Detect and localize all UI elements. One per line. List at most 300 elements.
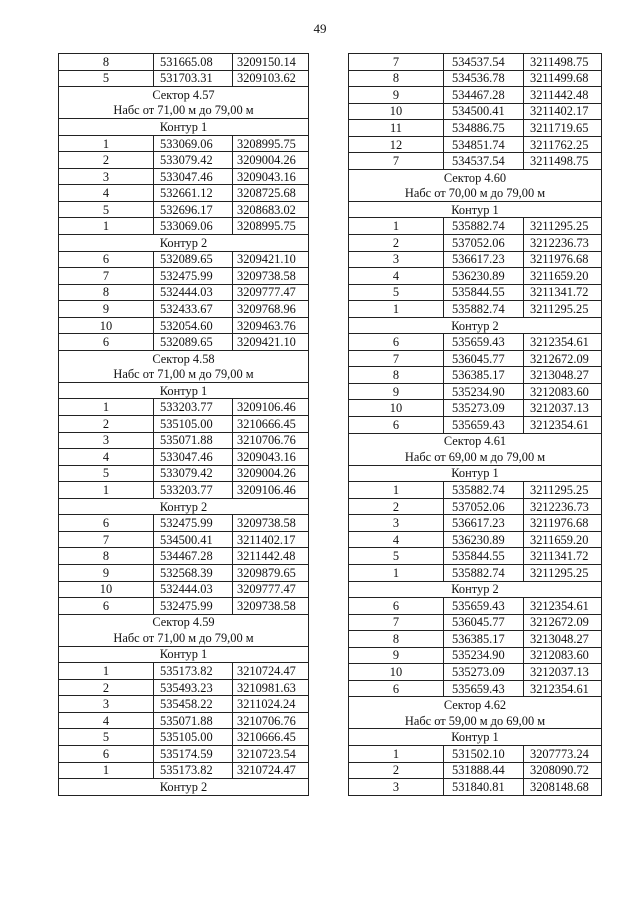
contour-heading-row xyxy=(349,465,602,482)
y-coordinate-cell: 3209004.26 xyxy=(233,465,309,482)
point-number-cell: 9 xyxy=(59,564,154,581)
y-coordinate-cell: 3211295.25 xyxy=(524,564,602,581)
range-heading-row xyxy=(59,103,309,119)
coordinate-row xyxy=(349,400,602,417)
x-coordinate-cell: 531703.31 xyxy=(154,70,233,87)
coordinate-row xyxy=(59,663,309,680)
x-coordinate-cell: 535882.74 xyxy=(444,564,524,581)
x-coordinate-cell: 535844.55 xyxy=(444,284,524,301)
point-number-cell: 7 xyxy=(349,350,444,367)
point-number-cell: 6 xyxy=(59,598,154,615)
coordinate-row xyxy=(349,54,602,71)
y-coordinate-cell: 3209150.14 xyxy=(233,54,309,71)
coordinate-row xyxy=(349,548,602,565)
range-heading-row xyxy=(349,449,602,465)
coordinate-row xyxy=(349,367,602,384)
coordinate-row xyxy=(59,432,309,449)
coordinate-row xyxy=(59,70,309,87)
coordinate-row xyxy=(349,251,602,268)
coordinate-row xyxy=(59,218,309,235)
y-coordinate-cell: 3212354.61 xyxy=(524,417,602,434)
y-coordinate-cell: 3209738.58 xyxy=(233,268,309,285)
coordinate-row xyxy=(349,515,602,532)
x-coordinate-cell: 535659.43 xyxy=(444,417,524,434)
x-coordinate-cell: 532444.03 xyxy=(154,581,233,598)
y-coordinate-cell: 3209777.47 xyxy=(233,581,309,598)
point-number-cell: 12 xyxy=(349,136,444,153)
y-coordinate-cell: 3211402.17 xyxy=(233,531,309,548)
point-number-cell: 8 xyxy=(349,70,444,87)
coordinate-row xyxy=(59,531,309,548)
sector-heading: Сектор 4.58 xyxy=(59,350,309,366)
left-coordinates-column xyxy=(58,53,309,796)
y-coordinate-cell: 3212672.09 xyxy=(524,350,602,367)
left-coordinates-table xyxy=(58,53,309,796)
y-coordinate-cell: 3209738.58 xyxy=(233,515,309,532)
x-coordinate-cell: 533203.77 xyxy=(154,482,233,499)
coordinate-row xyxy=(349,762,602,779)
y-coordinate-cell: 3213048.27 xyxy=(524,367,602,384)
y-coordinate-cell: 3209103.62 xyxy=(233,70,309,87)
point-number-cell: 11 xyxy=(349,120,444,137)
range-heading: Набс от 69,00 м до 79,00 м xyxy=(349,449,602,465)
range-heading: Набс от 70,00 м до 79,00 м xyxy=(349,185,602,201)
range-heading: Набс от 71,00 м до 79,00 м xyxy=(59,366,309,382)
x-coordinate-cell: 534467.28 xyxy=(444,87,524,104)
y-coordinate-cell: 3211498.75 xyxy=(524,153,602,170)
y-coordinate-cell: 3211659.20 xyxy=(524,531,602,548)
coordinate-row xyxy=(59,696,309,713)
x-coordinate-cell: 536045.77 xyxy=(444,614,524,631)
contour-heading-row xyxy=(349,729,602,746)
point-number-cell: 3 xyxy=(349,779,444,796)
x-coordinate-cell: 535493.23 xyxy=(154,679,233,696)
x-coordinate-cell: 533079.42 xyxy=(154,465,233,482)
point-number-cell: 1 xyxy=(59,663,154,680)
range-heading: Набс от 59,00 м до 69,00 м xyxy=(349,713,602,729)
contour-heading-row xyxy=(59,119,309,136)
y-coordinate-cell: 3212354.61 xyxy=(524,598,602,615)
coordinate-row xyxy=(59,251,309,268)
coordinate-row xyxy=(59,334,309,351)
right-coordinates-column xyxy=(348,53,602,796)
y-coordinate-cell: 3211498.75 xyxy=(524,54,602,71)
coordinate-row xyxy=(59,284,309,301)
y-coordinate-cell: 3211341.72 xyxy=(524,284,602,301)
x-coordinate-cell: 535882.74 xyxy=(444,301,524,318)
coordinate-row xyxy=(349,103,602,120)
y-coordinate-cell: 3212037.13 xyxy=(524,400,602,417)
range-heading: Набс от 71,00 м до 79,00 м xyxy=(59,103,309,119)
x-coordinate-cell: 536617.23 xyxy=(444,251,524,268)
y-coordinate-cell: 3210666.45 xyxy=(233,416,309,433)
x-coordinate-cell: 531840.81 xyxy=(444,779,524,796)
point-number-cell: 6 xyxy=(59,515,154,532)
y-coordinate-cell: 3207773.24 xyxy=(524,745,602,762)
x-coordinate-cell: 535105.00 xyxy=(154,729,233,746)
point-number-cell: 1 xyxy=(349,218,444,235)
contour-heading-row xyxy=(349,581,602,598)
x-coordinate-cell: 532089.65 xyxy=(154,251,233,268)
x-coordinate-cell: 534500.41 xyxy=(444,103,524,120)
point-number-cell: 6 xyxy=(349,680,444,697)
point-number-cell: 6 xyxy=(349,334,444,351)
x-coordinate-cell: 537052.06 xyxy=(444,235,524,252)
point-number-cell: 8 xyxy=(59,284,154,301)
sector-heading: Сектор 4.59 xyxy=(59,614,309,630)
x-coordinate-cell: 532696.17 xyxy=(154,201,233,218)
coordinate-row xyxy=(349,153,602,170)
coordinate-row xyxy=(349,350,602,367)
point-number-cell: 1 xyxy=(59,762,154,779)
coordinate-row xyxy=(349,564,602,581)
point-number-cell: 6 xyxy=(349,417,444,434)
point-number-cell: 6 xyxy=(59,251,154,268)
y-coordinate-cell: 3209738.58 xyxy=(233,598,309,615)
y-coordinate-cell: 3211659.20 xyxy=(524,268,602,285)
coordinate-row xyxy=(349,284,602,301)
y-coordinate-cell: 3211295.25 xyxy=(524,482,602,499)
y-coordinate-cell: 3209004.26 xyxy=(233,152,309,169)
coordinate-row xyxy=(349,779,602,796)
point-number-cell: 4 xyxy=(349,268,444,285)
point-number-cell: 2 xyxy=(349,498,444,515)
x-coordinate-cell: 536230.89 xyxy=(444,531,524,548)
y-coordinate-cell: 3208148.68 xyxy=(524,779,602,796)
contour-heading: Контур 2 xyxy=(59,779,309,796)
y-coordinate-cell: 3209463.76 xyxy=(233,317,309,334)
x-coordinate-cell: 532568.39 xyxy=(154,564,233,581)
contour-heading-row xyxy=(59,235,309,252)
coordinate-row xyxy=(59,581,309,598)
contour-heading: Контур 1 xyxy=(349,201,602,218)
range-heading-row xyxy=(59,630,309,646)
coordinate-row xyxy=(59,54,309,71)
y-coordinate-cell: 3208995.75 xyxy=(233,135,309,152)
y-coordinate-cell: 3211499.68 xyxy=(524,70,602,87)
x-coordinate-cell: 536385.17 xyxy=(444,631,524,648)
x-coordinate-cell: 534467.28 xyxy=(154,548,233,565)
point-number-cell: 3 xyxy=(349,251,444,268)
coordinate-row xyxy=(59,268,309,285)
coordinate-row xyxy=(349,680,602,697)
y-coordinate-cell: 3209879.65 xyxy=(233,564,309,581)
x-coordinate-cell: 536617.23 xyxy=(444,515,524,532)
contour-heading: Контур 2 xyxy=(59,498,309,515)
x-coordinate-cell: 532475.99 xyxy=(154,598,233,615)
x-coordinate-cell: 533069.06 xyxy=(154,135,233,152)
contour-heading: Контур 2 xyxy=(59,235,309,252)
point-number-cell: 9 xyxy=(59,301,154,318)
coordinate-row xyxy=(59,449,309,466)
point-number-cell: 2 xyxy=(59,416,154,433)
x-coordinate-cell: 533047.46 xyxy=(154,449,233,466)
point-number-cell: 9 xyxy=(349,87,444,104)
coordinate-row xyxy=(59,201,309,218)
coordinate-row xyxy=(59,317,309,334)
coordinate-row xyxy=(349,235,602,252)
coordinate-row xyxy=(59,152,309,169)
coordinate-row xyxy=(349,417,602,434)
range-heading-row xyxy=(349,185,602,201)
coordinate-row xyxy=(349,631,602,648)
coordinate-row xyxy=(59,515,309,532)
coordinate-row xyxy=(349,120,602,137)
point-number-cell: 3 xyxy=(59,432,154,449)
x-coordinate-cell: 535458.22 xyxy=(154,696,233,713)
coordinate-row xyxy=(349,383,602,400)
y-coordinate-cell: 3213048.27 xyxy=(524,631,602,648)
x-coordinate-cell: 535659.43 xyxy=(444,598,524,615)
y-coordinate-cell: 3209106.46 xyxy=(233,399,309,416)
point-number-cell: 5 xyxy=(59,70,154,87)
y-coordinate-cell: 3212083.60 xyxy=(524,383,602,400)
point-number-cell: 4 xyxy=(59,712,154,729)
coordinate-row xyxy=(349,745,602,762)
sector-heading: Сектор 4.61 xyxy=(349,433,602,449)
point-number-cell: 6 xyxy=(59,745,154,762)
x-coordinate-cell: 535071.88 xyxy=(154,712,233,729)
x-coordinate-cell: 532661.12 xyxy=(154,185,233,202)
y-coordinate-cell: 3210723.54 xyxy=(233,745,309,762)
point-number-cell: 3 xyxy=(59,696,154,713)
x-coordinate-cell: 531665.08 xyxy=(154,54,233,71)
point-number-cell: 1 xyxy=(349,745,444,762)
coordinate-row xyxy=(349,268,602,285)
point-number-cell: 2 xyxy=(349,762,444,779)
point-number-cell: 7 xyxy=(349,54,444,71)
coordinate-row xyxy=(59,135,309,152)
y-coordinate-cell: 3210666.45 xyxy=(233,729,309,746)
contour-heading: Контур 1 xyxy=(349,465,602,482)
x-coordinate-cell: 534500.41 xyxy=(154,531,233,548)
x-coordinate-cell: 533047.46 xyxy=(154,168,233,185)
coordinate-row xyxy=(349,498,602,515)
point-number-cell: 9 xyxy=(349,383,444,400)
coordinate-row xyxy=(59,482,309,499)
coordinate-row xyxy=(59,762,309,779)
point-number-cell: 5 xyxy=(349,284,444,301)
y-coordinate-cell: 3210724.47 xyxy=(233,663,309,680)
coordinate-row xyxy=(59,745,309,762)
point-number-cell: 5 xyxy=(59,729,154,746)
coordinate-row xyxy=(59,185,309,202)
x-coordinate-cell: 532475.99 xyxy=(154,268,233,285)
x-coordinate-cell: 535882.74 xyxy=(444,482,524,499)
point-number-cell: 3 xyxy=(349,515,444,532)
contour-heading: Контур 2 xyxy=(349,581,602,598)
right-coordinates-table xyxy=(348,53,602,796)
sector-heading-row xyxy=(349,697,602,713)
y-coordinate-cell: 3210706.76 xyxy=(233,432,309,449)
point-number-cell: 8 xyxy=(349,631,444,648)
x-coordinate-cell: 536385.17 xyxy=(444,367,524,384)
y-coordinate-cell: 3208683.02 xyxy=(233,201,309,218)
point-number-cell: 1 xyxy=(59,135,154,152)
coordinate-row xyxy=(59,548,309,565)
x-coordinate-cell: 535234.90 xyxy=(444,647,524,664)
x-coordinate-cell: 535173.82 xyxy=(154,663,233,680)
point-number-cell: 10 xyxy=(59,581,154,598)
coordinate-row xyxy=(349,614,602,631)
sector-heading-row xyxy=(349,169,602,185)
y-coordinate-cell: 3211442.48 xyxy=(524,87,602,104)
point-number-cell: 2 xyxy=(349,235,444,252)
x-coordinate-cell: 537052.06 xyxy=(444,498,524,515)
y-coordinate-cell: 3209106.46 xyxy=(233,482,309,499)
y-coordinate-cell: 3209777.47 xyxy=(233,284,309,301)
x-coordinate-cell: 532444.03 xyxy=(154,284,233,301)
point-number-cell: 7 xyxy=(59,531,154,548)
sector-heading: Сектор 4.57 xyxy=(59,87,309,103)
x-coordinate-cell: 535273.09 xyxy=(444,400,524,417)
point-number-cell: 10 xyxy=(349,103,444,120)
y-coordinate-cell: 3211402.17 xyxy=(524,103,602,120)
coordinate-row xyxy=(349,70,602,87)
point-number-cell: 10 xyxy=(349,664,444,681)
point-number-cell: 10 xyxy=(349,400,444,417)
coordinate-row xyxy=(349,482,602,499)
coordinate-row xyxy=(59,301,309,318)
range-heading-row xyxy=(349,713,602,729)
y-coordinate-cell: 3211295.25 xyxy=(524,301,602,318)
y-coordinate-cell: 3212083.60 xyxy=(524,647,602,664)
y-coordinate-cell: 3209421.10 xyxy=(233,334,309,351)
x-coordinate-cell: 535659.43 xyxy=(444,680,524,697)
contour-heading: Контур 1 xyxy=(349,729,602,746)
x-coordinate-cell: 535174.59 xyxy=(154,745,233,762)
point-number-cell: 3 xyxy=(59,168,154,185)
sector-heading-row xyxy=(59,614,309,630)
contour-heading-row xyxy=(349,317,602,334)
y-coordinate-cell: 3208725.68 xyxy=(233,185,309,202)
y-coordinate-cell: 3209768.96 xyxy=(233,301,309,318)
point-number-cell: 5 xyxy=(59,465,154,482)
coordinate-row xyxy=(349,136,602,153)
y-coordinate-cell: 3209043.16 xyxy=(233,168,309,185)
x-coordinate-cell: 534536.78 xyxy=(444,70,524,87)
coordinate-row xyxy=(59,679,309,696)
coordinate-row xyxy=(349,334,602,351)
x-coordinate-cell: 535844.55 xyxy=(444,548,524,565)
y-coordinate-cell: 3211762.25 xyxy=(524,136,602,153)
y-coordinate-cell: 3211295.25 xyxy=(524,218,602,235)
x-coordinate-cell: 534537.54 xyxy=(444,54,524,71)
sector-heading: Сектор 4.62 xyxy=(349,697,602,713)
y-coordinate-cell: 3212236.73 xyxy=(524,498,602,515)
x-coordinate-cell: 532089.65 xyxy=(154,334,233,351)
point-number-cell: 4 xyxy=(59,185,154,202)
contour-heading: Контур 2 xyxy=(349,317,602,334)
point-number-cell: 7 xyxy=(349,153,444,170)
point-number-cell: 6 xyxy=(349,598,444,615)
point-number-cell: 10 xyxy=(59,317,154,334)
contour-heading: Контур 1 xyxy=(59,646,309,663)
point-number-cell: 8 xyxy=(59,54,154,71)
coordinate-row xyxy=(59,168,309,185)
coordinate-row xyxy=(349,531,602,548)
coordinate-row xyxy=(59,712,309,729)
point-number-cell: 5 xyxy=(349,548,444,565)
point-number-cell: 1 xyxy=(349,301,444,318)
contour-heading-row xyxy=(59,498,309,515)
contour-heading-row xyxy=(59,779,309,796)
y-coordinate-cell: 3208090.72 xyxy=(524,762,602,779)
x-coordinate-cell: 533069.06 xyxy=(154,218,233,235)
x-coordinate-cell: 532433.67 xyxy=(154,301,233,318)
point-number-cell: 8 xyxy=(349,367,444,384)
x-coordinate-cell: 533203.77 xyxy=(154,399,233,416)
coordinate-row xyxy=(349,301,602,318)
page-number: 49 xyxy=(313,21,327,36)
coordinate-row xyxy=(59,465,309,482)
x-coordinate-cell: 535882.74 xyxy=(444,218,524,235)
contour-heading: Контур 1 xyxy=(59,119,309,136)
point-number-cell: 1 xyxy=(59,399,154,416)
point-number-cell: 1 xyxy=(349,482,444,499)
point-number-cell: 9 xyxy=(349,647,444,664)
sector-heading-row xyxy=(59,350,309,366)
coordinate-row xyxy=(349,647,602,664)
contour-heading: Контур 1 xyxy=(59,382,309,399)
point-number-cell: 1 xyxy=(59,218,154,235)
x-coordinate-cell: 535659.43 xyxy=(444,334,524,351)
y-coordinate-cell: 3212037.13 xyxy=(524,664,602,681)
point-number-cell: 2 xyxy=(59,679,154,696)
y-coordinate-cell: 3208995.75 xyxy=(233,218,309,235)
x-coordinate-cell: 536230.89 xyxy=(444,268,524,285)
x-coordinate-cell: 535105.00 xyxy=(154,416,233,433)
x-coordinate-cell: 535234.90 xyxy=(444,383,524,400)
coordinate-row xyxy=(59,598,309,615)
y-coordinate-cell: 3212236.73 xyxy=(524,235,602,252)
y-coordinate-cell: 3211024.24 xyxy=(233,696,309,713)
x-coordinate-cell: 534886.75 xyxy=(444,120,524,137)
coordinate-row xyxy=(59,416,309,433)
coordinate-row xyxy=(349,87,602,104)
point-number-cell: 7 xyxy=(349,614,444,631)
point-number-cell: 6 xyxy=(59,334,154,351)
y-coordinate-cell: 3211719.65 xyxy=(524,120,602,137)
y-coordinate-cell: 3212354.61 xyxy=(524,680,602,697)
x-coordinate-cell: 534537.54 xyxy=(444,153,524,170)
y-coordinate-cell: 3211976.68 xyxy=(524,515,602,532)
contour-heading-row xyxy=(59,382,309,399)
point-number-cell: 8 xyxy=(59,548,154,565)
x-coordinate-cell: 535273.09 xyxy=(444,664,524,681)
x-coordinate-cell: 536045.77 xyxy=(444,350,524,367)
point-number-cell: 4 xyxy=(349,531,444,548)
point-number-cell: 4 xyxy=(59,449,154,466)
y-coordinate-cell: 3212672.09 xyxy=(524,614,602,631)
contour-heading-row xyxy=(349,201,602,218)
y-coordinate-cell: 3210706.76 xyxy=(233,712,309,729)
range-heading: Набс от 71,00 м до 79,00 м xyxy=(59,630,309,646)
coordinate-row xyxy=(59,399,309,416)
y-coordinate-cell: 3211442.48 xyxy=(233,548,309,565)
point-number-cell: 5 xyxy=(59,201,154,218)
coordinate-row xyxy=(59,729,309,746)
coordinate-row xyxy=(59,564,309,581)
y-coordinate-cell: 3209043.16 xyxy=(233,449,309,466)
x-coordinate-cell: 531888.44 xyxy=(444,762,524,779)
y-coordinate-cell: 3209421.10 xyxy=(233,251,309,268)
x-coordinate-cell: 534851.74 xyxy=(444,136,524,153)
x-coordinate-cell: 531502.10 xyxy=(444,745,524,762)
y-coordinate-cell: 3210981.63 xyxy=(233,679,309,696)
range-heading-row xyxy=(59,366,309,382)
coordinate-row xyxy=(349,598,602,615)
